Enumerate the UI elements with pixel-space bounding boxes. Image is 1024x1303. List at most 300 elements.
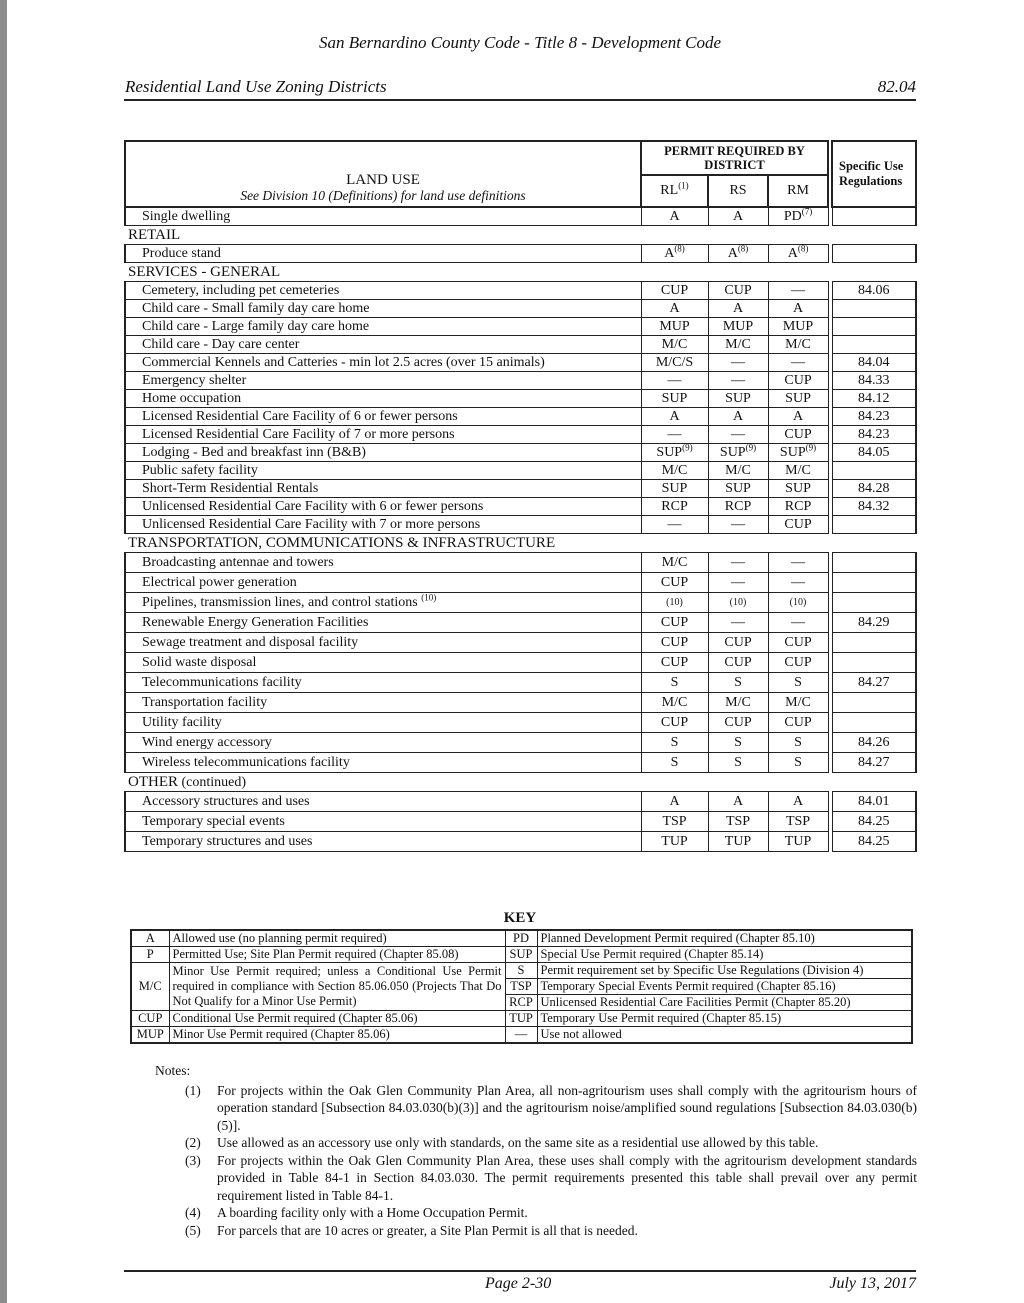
permit-cell xyxy=(641,207,708,226)
section-heading xyxy=(125,534,916,553)
permit-value: A xyxy=(792,300,804,316)
left-scroll-edge xyxy=(0,0,7,1303)
table-row xyxy=(125,444,916,462)
notes-section xyxy=(155,1062,917,1239)
land-use-label: Child care - Large family day care home xyxy=(142,318,370,334)
land-use-subtitle: See Division 10 (Definitions) for land use definitions xyxy=(240,188,526,203)
land-use-label: Solid waste disposal xyxy=(142,654,257,670)
land-use-label: Commercial Kennels and Catteries - min lot 2.5 acres (over 15 animals) xyxy=(142,354,545,370)
section-heading xyxy=(125,263,916,282)
permit-value: CUP xyxy=(724,282,752,298)
specific-use-cell xyxy=(832,318,916,336)
permit-value: M/C xyxy=(725,462,751,478)
permit-value: SUP xyxy=(725,390,751,406)
permit-cell xyxy=(641,462,708,480)
permit-cell xyxy=(708,832,768,852)
specific-use-header: Specific Use Regulations xyxy=(832,141,916,207)
permit-cell xyxy=(768,753,828,773)
permit-cell xyxy=(768,245,828,263)
land-use-footnote: (10) xyxy=(421,592,437,602)
land-use-label: Wind energy accessory xyxy=(142,734,272,750)
land-use-label: Child care - Small family day care home xyxy=(142,300,370,316)
permit-cell xyxy=(768,318,828,336)
table-row xyxy=(125,245,916,263)
permit-footnote: (9) xyxy=(745,443,757,452)
permit-cell xyxy=(768,462,828,480)
specific-use-cell xyxy=(832,573,916,593)
specific-use-cell xyxy=(832,653,916,673)
table-row xyxy=(125,390,916,408)
permit-cell xyxy=(708,354,768,372)
land-use-label: Lodging - Bed and breakfast inn (B&B) xyxy=(142,444,366,460)
land-use-label: Temporary structures and uses xyxy=(142,833,313,849)
permit-value: S xyxy=(794,754,802,770)
permit-value: CUP xyxy=(660,714,689,730)
table-header-row xyxy=(125,141,916,175)
permit-cell xyxy=(708,713,768,733)
permit-value: CUP xyxy=(724,714,752,730)
permit-cell xyxy=(641,444,708,462)
permit-cell xyxy=(641,653,708,673)
land-use-label: Public safety facility xyxy=(142,462,258,478)
permit-required-header: PERMIT REQUIRED BY DISTRICT xyxy=(641,141,828,175)
land-use-cell xyxy=(125,390,641,408)
key-row xyxy=(131,930,912,947)
permit-cell xyxy=(641,553,708,573)
land-use-label: Utility facility xyxy=(142,714,222,730)
key-description: Permit requirement set by Specific Use Regulations (Division 4) xyxy=(537,963,912,979)
permit-value: A xyxy=(669,793,680,809)
section-row xyxy=(125,773,916,792)
permit-cell xyxy=(708,480,768,498)
key-description: Allowed use (no planning permit required) xyxy=(169,930,505,947)
permit-value: M/C xyxy=(661,694,688,710)
permit-cell xyxy=(768,653,828,673)
land-use-label: Produce stand xyxy=(142,245,221,261)
specific-use-cell xyxy=(832,516,916,534)
district-rm-header xyxy=(768,175,828,207)
permit-cell xyxy=(708,553,768,573)
specific-use-cell: 84.26 xyxy=(832,733,916,753)
section-heading xyxy=(125,773,916,792)
permit-value: A xyxy=(792,793,804,809)
permit-value: — xyxy=(791,354,806,370)
land-use-cell xyxy=(125,245,641,263)
permit-cell xyxy=(768,516,828,534)
table-row xyxy=(125,207,916,226)
land-use-cell xyxy=(125,354,641,372)
specific-use-cell: 84.27 xyxy=(832,753,916,773)
land-use-label: Short-Term Residential Rentals xyxy=(142,480,319,496)
district-rl-header xyxy=(641,175,708,207)
permit-cell xyxy=(641,354,708,372)
table-row xyxy=(125,753,916,773)
permit-value: M/C xyxy=(785,336,811,352)
land-use-cell xyxy=(125,613,641,633)
specific-use-cell: 84.25 xyxy=(832,812,916,832)
section-row xyxy=(125,534,916,553)
land-use-table xyxy=(124,140,917,852)
table-row xyxy=(125,300,916,318)
permit-cell xyxy=(708,498,768,516)
specific-use-cell: 84.01 xyxy=(832,792,916,812)
permit-value: M/C xyxy=(725,694,751,710)
permit-value: — xyxy=(731,554,745,570)
page-number: Page 2-30 xyxy=(485,1275,552,1292)
key-description: Temporary Use Permit required (Chapter 85.15) xyxy=(537,1011,912,1027)
note-number: (4) xyxy=(185,1205,201,1220)
land-use-cell xyxy=(125,480,641,498)
key-table xyxy=(130,929,913,1044)
key-row xyxy=(131,963,912,979)
key-description: Special Use Permit required (Chapter 85.14) xyxy=(537,947,912,963)
permit-value: CUP xyxy=(660,634,689,650)
specific-use-cell: 84.33 xyxy=(832,372,916,390)
note-item xyxy=(155,1222,917,1240)
section-title: RETAIL xyxy=(128,227,181,243)
permit-value: A xyxy=(664,245,675,261)
land-use-cell xyxy=(125,792,641,812)
land-use-cell xyxy=(125,318,641,336)
permit-value: CUP xyxy=(660,654,689,670)
land-use-cell xyxy=(125,282,641,300)
land-use-cell xyxy=(125,753,641,773)
permit-cell xyxy=(708,245,768,263)
land-use-label: Licensed Residential Care Facility of 6 or fewer persons xyxy=(142,408,458,424)
land-use-cell xyxy=(125,693,641,713)
permit-value: CUP xyxy=(784,516,812,532)
permit-cell xyxy=(768,444,828,462)
table-row xyxy=(125,282,916,300)
permit-cell xyxy=(708,792,768,812)
land-use-cell xyxy=(125,832,641,852)
permit-value: TUP xyxy=(724,833,752,849)
permit-cell xyxy=(708,207,768,226)
key-code: RCP xyxy=(505,995,537,1011)
permit-cell xyxy=(641,593,708,613)
table-row xyxy=(125,653,916,673)
table-row xyxy=(125,354,916,372)
land-use-cell xyxy=(125,300,641,318)
permit-value: A xyxy=(669,208,680,224)
permit-footnote: (9) xyxy=(805,443,817,452)
land-use-cell xyxy=(125,207,641,226)
permit-value: S xyxy=(670,754,679,770)
permit-value: S xyxy=(670,674,679,690)
specific-use-cell: 84.32 xyxy=(832,498,916,516)
key-description: Temporary Special Events Permit required (Chapter 85.16) xyxy=(537,979,912,995)
key-code: — xyxy=(505,1027,537,1044)
permit-footnote: (10) xyxy=(729,597,747,608)
permit-value: M/C xyxy=(725,336,751,352)
specific-use-cell xyxy=(832,553,916,573)
permit-value: — xyxy=(791,554,806,570)
permit-value: CUP xyxy=(784,426,812,442)
land-use-cell xyxy=(125,408,641,426)
permit-value: SUP xyxy=(779,444,806,460)
note-number: (1) xyxy=(185,1082,201,1098)
permit-value: RCP xyxy=(724,498,752,514)
permit-cell xyxy=(708,573,768,593)
land-use-cell xyxy=(125,462,641,480)
specific-use-cell: 84.05 xyxy=(832,444,916,462)
key-code: P xyxy=(131,947,169,963)
permit-cell xyxy=(768,713,828,733)
permit-cell xyxy=(768,832,828,852)
permit-cell xyxy=(641,300,708,318)
table-row xyxy=(125,480,916,498)
permit-cell xyxy=(708,372,768,390)
permit-cell xyxy=(641,372,708,390)
permit-cell xyxy=(768,812,828,832)
permit-cell xyxy=(708,282,768,300)
key-code: MUP xyxy=(131,1027,169,1044)
permit-cell xyxy=(641,573,708,593)
permit-value: CUP xyxy=(660,574,689,590)
permit-value: — xyxy=(667,516,682,532)
specific-use-cell: 84.12 xyxy=(832,390,916,408)
permit-cell xyxy=(768,426,828,444)
permit-value: RCP xyxy=(661,498,688,514)
note-text: For projects within the Oak Glen Community Plan Area, these uses shall comply with the agritourism development standards provided in Table 84-1 in Section 84.03.030. The permit requirements presented this table shall prevail over any permit requirement listed in Table 84-1. xyxy=(217,1152,917,1203)
table-row xyxy=(125,693,916,713)
permit-value: MUP xyxy=(782,318,814,334)
table-row xyxy=(125,553,916,573)
permit-cell xyxy=(768,354,828,372)
permit-cell xyxy=(641,693,708,713)
permit-value: A xyxy=(727,245,738,261)
key-code: S xyxy=(505,963,537,979)
permit-cell xyxy=(641,613,708,633)
land-use-cell xyxy=(125,498,641,516)
land-use-cell xyxy=(125,653,641,673)
note-text: For parcels that are 10 acres or greater, a Site Plan Permit is all that is needed. xyxy=(217,1222,638,1238)
permit-cell xyxy=(641,318,708,336)
specific-use-cell: 84.04 xyxy=(832,354,916,372)
permit-cell xyxy=(768,390,828,408)
note-item xyxy=(155,1134,917,1152)
section-header xyxy=(124,77,916,101)
land-use-label: Home occupation xyxy=(142,390,242,406)
land-use-cell xyxy=(125,633,641,653)
district-rs-header xyxy=(708,175,768,207)
specific-use-cell xyxy=(832,300,916,318)
permit-value: A xyxy=(792,408,804,424)
permit-cell xyxy=(768,593,828,613)
land-use-label: Sewage treatment and disposal facility xyxy=(142,634,359,650)
permit-value: S xyxy=(794,674,802,690)
permit-value: CUP xyxy=(660,614,689,630)
permit-cell xyxy=(708,593,768,613)
permit-cell xyxy=(641,792,708,812)
specific-use-cell: 84.25 xyxy=(832,832,916,852)
section-heading xyxy=(125,226,916,245)
permit-value: CUP xyxy=(784,654,812,670)
permit-value: TUP xyxy=(784,833,812,849)
permit-cell xyxy=(641,498,708,516)
permit-value: TSP xyxy=(785,813,811,829)
permit-value: A xyxy=(732,300,744,316)
land-use-label: Cemetery, including pet cemeteries xyxy=(142,282,340,298)
permit-cell xyxy=(768,633,828,653)
specific-use-cell xyxy=(832,693,916,713)
note-text: Use allowed as an accessory use only with standards, on the same site as a residential use allowed by this table. xyxy=(217,1135,819,1150)
specific-use-cell: 84.06 xyxy=(832,282,916,300)
land-use-cell xyxy=(125,812,641,832)
permit-value: — xyxy=(731,354,745,370)
permit-value: TUP xyxy=(661,833,688,849)
permit-value: — xyxy=(791,574,806,590)
permit-cell xyxy=(641,753,708,773)
permit-footnote: (8) xyxy=(797,244,809,253)
key-description: Permitted Use; Site Plan Permit required (Chapter 85.08) xyxy=(169,947,505,963)
permit-value: SUP xyxy=(661,480,688,496)
key-description: Unlicensed Residential Care Facilities Permit (Chapter 85.20) xyxy=(537,995,912,1011)
land-use-label: Unlicensed Residential Care Facility with 7 or more persons xyxy=(142,516,481,532)
table-row xyxy=(125,318,916,336)
table-row xyxy=(125,832,916,852)
notes-title: Notes: xyxy=(155,1063,191,1078)
permit-cell xyxy=(641,245,708,263)
permit-footnote: (7) xyxy=(801,207,813,216)
permit-cell xyxy=(768,792,828,812)
permit-value: A xyxy=(669,300,680,316)
permit-footnote: (9) xyxy=(682,443,693,452)
land-use-label: Wireless telecommunications facility xyxy=(142,754,350,770)
table-row xyxy=(125,812,916,832)
key-code: TUP xyxy=(505,1011,537,1027)
permit-value: S xyxy=(734,754,742,770)
note-number: (5) xyxy=(185,1222,201,1238)
footer-rule xyxy=(124,1270,916,1272)
permit-value: — xyxy=(731,372,745,388)
permit-cell xyxy=(768,573,828,593)
table-row xyxy=(125,426,916,444)
permit-cell xyxy=(768,553,828,573)
key-code: TSP xyxy=(505,979,537,995)
key-description: Use not allowed xyxy=(537,1027,912,1044)
land-use-label: Electrical power generation xyxy=(142,574,297,590)
land-use-cell xyxy=(125,593,641,613)
specific-use-cell xyxy=(832,713,916,733)
key-title: KEY xyxy=(503,910,537,926)
permit-value: A xyxy=(787,245,798,261)
specific-use-cell: 84.23 xyxy=(832,408,916,426)
section-number: 82.04 xyxy=(877,77,916,96)
key-row xyxy=(131,1027,912,1044)
permit-cell xyxy=(708,426,768,444)
permit-value: A xyxy=(732,793,744,809)
permit-cell xyxy=(708,633,768,653)
specific-use-cell xyxy=(832,593,916,613)
permit-cell xyxy=(641,733,708,753)
permit-value: — xyxy=(667,426,682,442)
table-row xyxy=(125,593,916,613)
permit-cell xyxy=(708,653,768,673)
permit-cell xyxy=(641,713,708,733)
permit-cell xyxy=(641,673,708,693)
specific-use-cell xyxy=(832,207,916,226)
permit-cell xyxy=(708,733,768,753)
permit-value: SUP xyxy=(785,390,811,406)
key-row xyxy=(131,1011,912,1027)
permit-cell xyxy=(708,336,768,354)
permit-value: SUP xyxy=(719,444,746,460)
permit-value: S xyxy=(670,734,679,750)
table-row xyxy=(125,713,916,733)
permit-value: RCP xyxy=(784,498,812,514)
permit-cell xyxy=(708,516,768,534)
permit-cell xyxy=(641,832,708,852)
key-description: Minor Use Permit required; unless a Conditional Use Permit required in compliance with Section 85.06.050 (Projects That Do Not Qualify for a Minor Use Permit) xyxy=(169,963,505,1011)
land-use-label: Unlicensed Residential Care Facility with 6 or fewer persons xyxy=(142,498,484,514)
permit-value: PD xyxy=(783,208,802,224)
footer-date: July 13, 2017 xyxy=(829,1275,916,1292)
permit-value: CUP xyxy=(784,372,812,388)
permit-cell xyxy=(708,300,768,318)
permit-cell xyxy=(768,733,828,753)
permit-value: — xyxy=(731,614,745,630)
permit-value: MUP xyxy=(659,318,690,334)
permit-cell xyxy=(641,426,708,444)
permit-value: SUP xyxy=(661,390,688,406)
land-use-label: Single dwelling xyxy=(142,208,231,224)
permit-value: CUP xyxy=(724,634,752,650)
land-use-label: Accessory structures and uses xyxy=(142,793,310,809)
permit-cell xyxy=(641,336,708,354)
land-use-cell xyxy=(125,553,641,573)
permit-value: CUP xyxy=(660,282,689,298)
permit-cell xyxy=(768,408,828,426)
specific-use-cell xyxy=(832,336,916,354)
permit-value: — xyxy=(731,574,745,590)
table-row xyxy=(125,792,916,812)
table-row xyxy=(125,462,916,480)
permit-value: S xyxy=(794,734,802,750)
permit-cell xyxy=(768,282,828,300)
permit-value: CUP xyxy=(724,654,752,670)
permit-cell xyxy=(641,408,708,426)
note-number: (2) xyxy=(185,1135,201,1150)
specific-use-cell: 84.29 xyxy=(832,613,916,633)
permit-cell xyxy=(708,613,768,633)
permit-cell xyxy=(768,498,828,516)
permit-cell xyxy=(768,693,828,713)
permit-value: CUP xyxy=(784,634,812,650)
land-use-cell xyxy=(125,426,641,444)
note-item xyxy=(155,1152,917,1205)
land-use-cell xyxy=(125,372,641,390)
permit-cell xyxy=(768,300,828,318)
key-description: Planned Development Permit required (Chapter 85.10) xyxy=(537,930,912,947)
land-use-cell xyxy=(125,733,641,753)
permit-value: M/C/S xyxy=(655,354,694,370)
land-use-label: Emergency shelter xyxy=(142,372,247,388)
permit-value: S xyxy=(734,734,742,750)
land-use-cell xyxy=(125,444,641,462)
district-footnote: (1) xyxy=(678,180,689,191)
permit-value: — xyxy=(731,426,745,442)
permit-cell xyxy=(708,390,768,408)
section-title: OTHER xyxy=(128,773,178,790)
permit-value: M/C xyxy=(661,554,688,570)
land-use-cell xyxy=(125,713,641,733)
note-item xyxy=(155,1204,917,1222)
land-use-cell xyxy=(125,673,641,693)
permit-footnote: (10) xyxy=(789,597,807,608)
land-use-label: Renewable Energy Generation Facilities xyxy=(142,614,369,630)
land-use-label: Telecommunications facility xyxy=(142,674,302,690)
